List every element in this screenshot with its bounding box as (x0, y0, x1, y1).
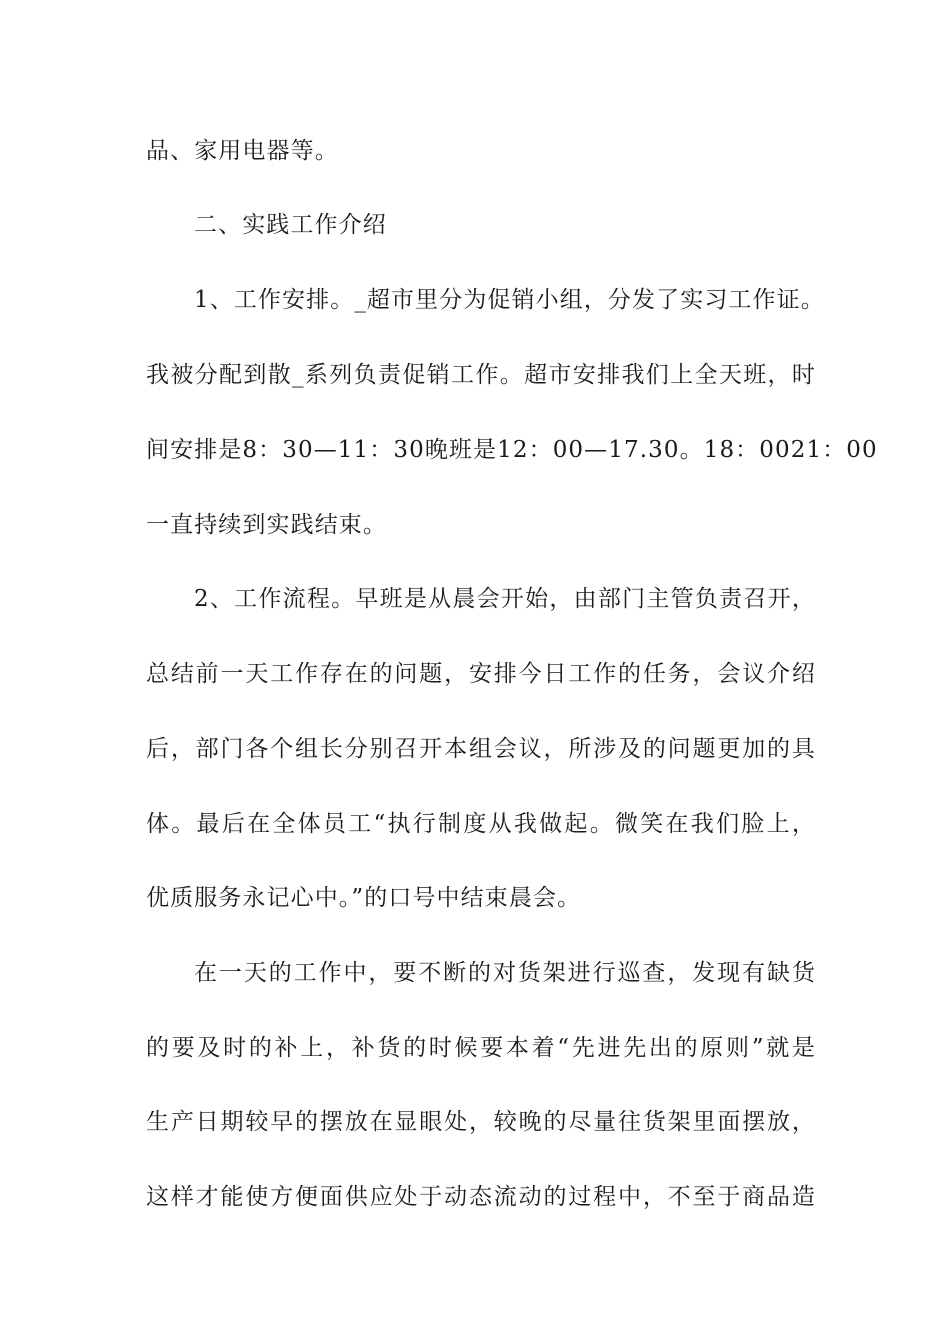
text-line: 1、工作安排。_超市里分为促销小组，分发了实习工作证。 (194, 287, 825, 313)
text-line: 后，部门各个组长分别召开本组会议，所涉及的问题更加的具 (146, 736, 816, 762)
text-line: 总结前一天工作存在的问题，安排今日工作的任务，会议介绍 (146, 661, 816, 687)
text-line: 2、工作流程。早班是从晨会开始，由部门主管负责召开， (194, 586, 816, 612)
text-line: 间安排是8：30—11：30晚班是12：00—17.30。18：0021：00 (146, 437, 878, 463)
text-line: 我被分配到散_系列负责促销工作。超市安排我们上全天班，时 (146, 362, 816, 388)
text-line: 优质服务永记心中。”的口号中结束晨会。 (146, 885, 582, 911)
text-line: 生产日期较早的摆放在显眼处，较晚的尽量往货架里面摆放， (146, 1109, 816, 1135)
text-line: 这样才能使方便面供应处于动态流动的过程中，不至于商品造 (146, 1184, 816, 1210)
text-line: 体。最后在全体员工“执行制度从我做起。微笑在我们脸上， (146, 811, 816, 837)
text-line: 一直持续到实践结束。 (146, 512, 387, 538)
text-line: 在一天的工作中，要不断的对货架进行巡查，发现有缺货 (194, 960, 816, 986)
text-line: 的要及时的补上，补货的时候要本着“先进先出的原则”就是 (146, 1035, 816, 1061)
text-line: 品、家用电器等。 (146, 138, 339, 164)
section-heading: 二、实践工作介绍 (194, 212, 387, 238)
